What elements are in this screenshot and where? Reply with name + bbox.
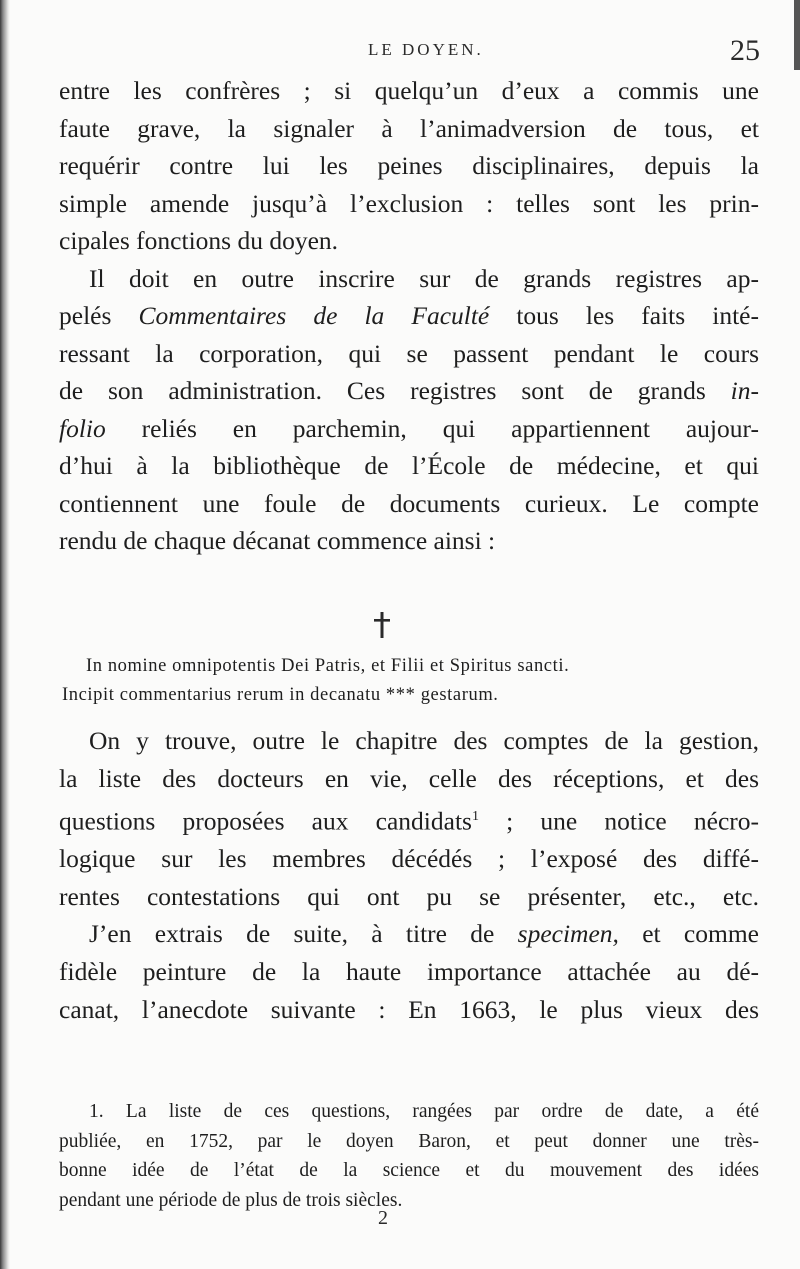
footnote-line: publiée, en 1752, par le doyen Baron, et peut donner une très- — [59, 1130, 759, 1152]
text-line: de son administration. Ces registres sont de grands in- — [59, 376, 759, 405]
text-line: la liste des docteurs en vie, celle des réceptions, et des — [59, 763, 759, 793]
text-line: questions proposées aux candidats$^1$ ; une notice nécro- — [59, 806, 760, 836]
main-text-bottom — [59, 722, 759, 1029]
signature-mark: 2 — [378, 1207, 388, 1229]
latin-invocation — [62, 652, 762, 710]
footnote-line: 1. La liste de ces questions, rangées par ordre de date, a été — [89, 1101, 759, 1122]
text-line: On y trouve, outre le chapitre des comptes de la gestion, — [89, 726, 759, 755]
text-line: rendu de chaque décanat commence ainsi : — [59, 526, 496, 555]
text-line: requérir contre lui les peines disciplinaires, depuis la — [59, 151, 759, 180]
main-text-top — [59, 72, 759, 560]
footnote-line: pendant une période de plus de trois siècles. — [59, 1189, 403, 1211]
text-line: fidèle peinture de la haute importance attachée au dé- — [59, 957, 759, 987]
text-line: canat, l’anecdote suivante : En 1663, le plus vieux des — [59, 995, 759, 1025]
footnote-reference: 1 — [471, 808, 479, 824]
invocation-line: Incipit commentarius rerum in decanatu *** gestarum. — [62, 685, 499, 705]
text-line: pelés Commentaires de la Faculté tous les faits inté- — [59, 301, 759, 330]
text-line: d’hui à la bibliothèque de l’École de médecine, et qui — [59, 451, 759, 480]
text-line: entre les confrères ; si quelqu’un d’eux a commis une — [59, 76, 759, 105]
text-line: Il doit en outre inscrire sur de grands registres ap- — [89, 263, 759, 293]
binding-shadow — [0, 0, 10, 1269]
text-line: logique sur les membres décédés ; l’exposé des diffé- — [59, 843, 759, 873]
text-line: rentes contestations qui ont pu se présenter, etc., etc. — [59, 881, 759, 911]
text-line: J’en extrais de suite, à titre de specimen, et comme — [89, 919, 759, 949]
text-line: contiennent une foule de documents curieux. Le compte — [59, 488, 759, 518]
text-line: folio reliés en parchemin, qui appartiennent aujour- — [59, 413, 759, 443]
text-line: faute grave, la signaler à l’animadversion de tous, et — [59, 113, 759, 143]
page-header — [258, 34, 798, 70]
text-line: simple amende jusqu’à l’exclusion : telles sont les prin- — [59, 188, 759, 218]
footnote-line: bonne idée de l’état de la science et du mouvement des idées — [59, 1160, 759, 1181]
text-line: cipales fonctions du doyen. — [59, 226, 339, 255]
footnote — [59, 1097, 759, 1215]
cross-icon — [372, 610, 392, 640]
italic-title: Commentaires de la Faculté — [138, 301, 490, 330]
invocation-line: In nomine omnipotentis Dei Patris, et Filii et Spiritus sancti. — [86, 656, 570, 676]
text-line: ressant la corporation, qui se passent pendant le cours — [59, 338, 759, 368]
page-number: 25 — [730, 34, 760, 67]
running-head: LE DOYEN. — [368, 40, 484, 59]
